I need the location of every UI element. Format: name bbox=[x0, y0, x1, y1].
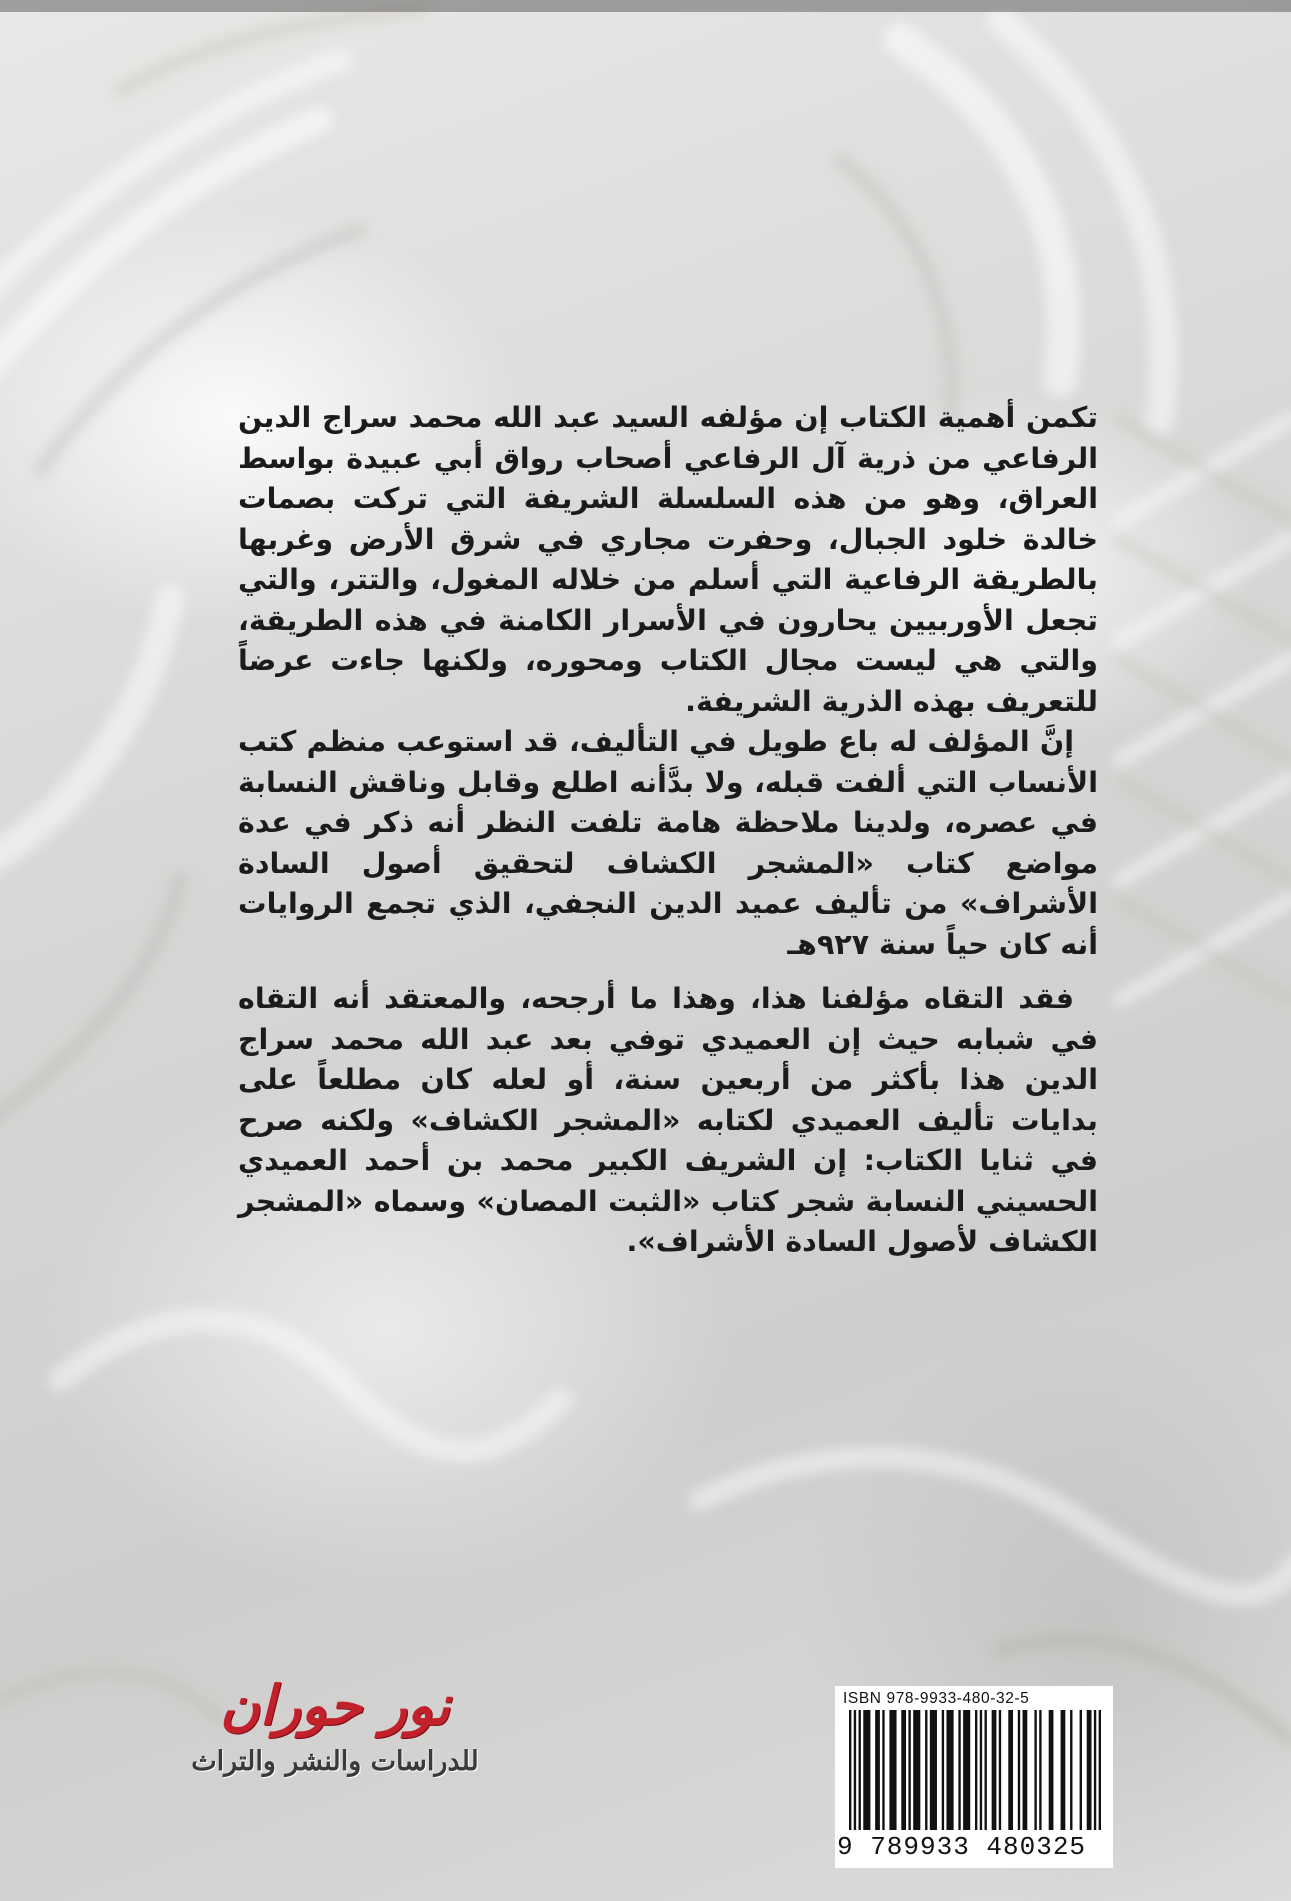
barcode-bar bbox=[1087, 1710, 1092, 1830]
barcode-bar bbox=[859, 1710, 861, 1830]
barcode-bar bbox=[1099, 1710, 1101, 1830]
isbn-barcode bbox=[835, 1686, 1113, 1868]
barcode-bar bbox=[882, 1710, 884, 1830]
barcode-bar bbox=[1008, 1710, 1013, 1830]
barcode-bar bbox=[930, 1710, 937, 1830]
barcode-bar bbox=[958, 1710, 960, 1830]
barcode-bar bbox=[908, 1710, 910, 1830]
barcode-bar bbox=[999, 1710, 1001, 1830]
barcode-bar bbox=[863, 1710, 870, 1830]
ean-digits: 9 789933 480325 bbox=[837, 1832, 1087, 1862]
barcode-bar bbox=[963, 1710, 970, 1830]
blurb-paragraph: فقد التقاه مؤلفنا هذا، وهذا ما أرجحه، والمعتقد أنه التقاه في شبابه حيث إن العميدي توفي بعد عبد الله محمد سراج الدين هذا بأكثر من أربعين سنة، أو لعله كان مطلعاً على بدايات تأليف العميدي لكتابه «المشجر الكشاف» ولكنه صرح في ثنايا الكتاب: إن الشريف الكبير محمد بن أحمد العميدي الحسيني النسابة شجر كتاب «الثبت المصان» وسماه «المشجر الكشاف لأصول السادة الأشراف». bbox=[238, 982, 1098, 1258]
barcode-bar bbox=[913, 1710, 920, 1830]
barcode-bars bbox=[849, 1710, 1101, 1830]
barcode-bar bbox=[925, 1710, 927, 1830]
publisher-tagline: للدراسات والنشر والتراث bbox=[191, 1746, 479, 1777]
barcode-bar bbox=[946, 1710, 953, 1830]
isbn-number: ISBN 978-9933-480-32-5 bbox=[843, 1690, 1030, 1707]
barcode-bar bbox=[1018, 1710, 1020, 1830]
barcode-bar bbox=[1034, 1710, 1036, 1830]
barcode-bar bbox=[1080, 1710, 1082, 1830]
barcode-bar bbox=[889, 1710, 896, 1830]
barcode-bar bbox=[1039, 1710, 1041, 1830]
barcode-bar bbox=[1023, 1710, 1028, 1830]
barcode-bar bbox=[901, 1710, 906, 1830]
barcode-bar bbox=[1070, 1710, 1072, 1830]
barcode-bar bbox=[975, 1710, 977, 1830]
barcode-bar bbox=[1049, 1710, 1054, 1830]
publisher-name: نور حوران bbox=[220, 1673, 450, 1737]
blurb-paragraph: تكمن أهمية الكتاب إن مؤلفه السيد عبد الله محمد سراج الدين الرفاعي من ذرية آل الرفاعي أصحاب رواق أبي عبيدة بواسط العراق، وهو من هذه السلسلة الشريفة التي تركت بصمات خالدة خلود الجبال، وحفرت مجاري في شرق الأرض وغربها بالطريقة الرفاعية التي أسلم من خلاله المغول، والتتر، والتي تجعل الأوربيين يحارون في الأسرار الكامنة في هذه الطريقة، والتي هي ليست مجال الكتاب ومحوره، ولكنها جاءت عرضاً للتعريف بهذه الذرية الشريفة. bbox=[238, 401, 1098, 718]
barcode-bar bbox=[942, 1710, 944, 1830]
barcode-bar bbox=[992, 1710, 997, 1830]
barcode-bar bbox=[985, 1710, 987, 1830]
barcode-bar bbox=[1061, 1710, 1066, 1830]
barcode-bar bbox=[875, 1710, 880, 1830]
blurb-text bbox=[238, 398, 1098, 1263]
publisher-logo bbox=[180, 1670, 490, 1820]
barcode-bar bbox=[854, 1710, 856, 1830]
barcode-bar bbox=[980, 1710, 982, 1830]
barcode-bar bbox=[1094, 1710, 1096, 1830]
barcode-bar bbox=[849, 1710, 851, 1830]
blurb-paragraph: إنَّ المؤلف له باع طويل في التأليف، قد استوعب منظم كتب الأنساب التي ألفت قبله، ولا بدَّأنه اطلع وقابل وناقش النسابة في عصره، ولدينا ملاحظة هامة تلفت النظر أنه ذكر في عدة مواضع كتاب «المشجر الكشاف لتحقيق أصول السادة الأشراف» من تأليف عميد الدين النجفي، الذي تجمع الروايات أنه كان حياً سنة ٩٢٧هـ bbox=[238, 725, 1098, 961]
